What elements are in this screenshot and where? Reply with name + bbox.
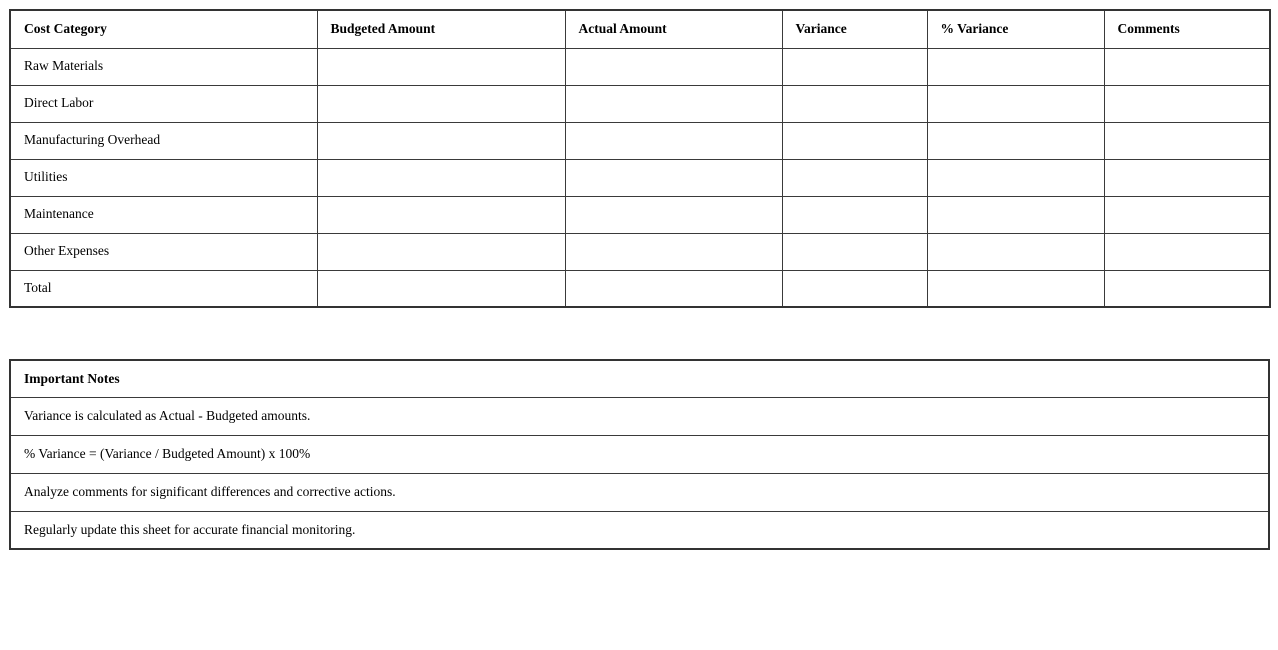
- cell-actual-amount[interactable]: [565, 85, 782, 122]
- cell-variance[interactable]: [782, 122, 927, 159]
- table-row: [10, 85, 1270, 122]
- column-header-pct-variance: % Variance: [927, 10, 1104, 48]
- column-header-cost-category: Cost Category: [10, 10, 317, 48]
- cell-comments[interactable]: [1104, 122, 1270, 159]
- column-header-actual-amount: Actual Amount: [565, 10, 782, 48]
- cell-actual-amount[interactable]: [565, 122, 782, 159]
- cell-variance[interactable]: [782, 196, 927, 233]
- cell-comments[interactable]: [1104, 85, 1270, 122]
- cell-comments[interactable]: [1104, 196, 1270, 233]
- notes-row: [10, 511, 1269, 549]
- cell-budgeted-amount[interactable]: [317, 122, 565, 159]
- important-notes-table: [9, 359, 1270, 550]
- cost-variance-table: [9, 9, 1271, 308]
- cell-budgeted-amount[interactable]: [317, 159, 565, 196]
- cell-variance-total[interactable]: [782, 270, 927, 307]
- important-notes-container: [9, 359, 1270, 550]
- cell-comments[interactable]: [1104, 159, 1270, 196]
- cell-budgeted-amount[interactable]: [317, 233, 565, 270]
- cell-comments[interactable]: [1104, 233, 1270, 270]
- cell-pct-variance[interactable]: [927, 85, 1104, 122]
- cell-variance[interactable]: [782, 48, 927, 85]
- cell-actual-amount[interactable]: [565, 159, 782, 196]
- table-header-row: [10, 10, 1270, 48]
- cell-pct-variance-total[interactable]: [927, 270, 1104, 307]
- cell-actual-amount[interactable]: [565, 196, 782, 233]
- cell-cost-category: Utilities: [10, 159, 317, 196]
- notes-header: [10, 360, 1269, 397]
- column-header-comments: Comments: [1104, 10, 1270, 48]
- table-header: [10, 10, 1270, 48]
- notes-row: [10, 435, 1269, 473]
- notes-header-row: [10, 360, 1269, 397]
- notes-body: [10, 397, 1269, 549]
- cell-cost-category: Raw Materials: [10, 48, 317, 85]
- notes-row: [10, 397, 1269, 435]
- cell-actual-amount[interactable]: [565, 233, 782, 270]
- note-item-variance-formula: Variance is calculated as Actual - Budgeted amounts.: [10, 397, 1269, 435]
- cell-comments-total[interactable]: [1104, 270, 1270, 307]
- cell-variance[interactable]: [782, 233, 927, 270]
- cell-comments[interactable]: [1104, 48, 1270, 85]
- table-row: [10, 122, 1270, 159]
- cell-pct-variance[interactable]: [927, 122, 1104, 159]
- table-row: [10, 196, 1270, 233]
- cell-cost-category: Manufacturing Overhead: [10, 122, 317, 159]
- table-row: [10, 159, 1270, 196]
- cell-budgeted-amount[interactable]: [317, 85, 565, 122]
- column-header-variance: Variance: [782, 10, 927, 48]
- note-item-regular-update: Regularly update this sheet for accurate financial monitoring.: [10, 511, 1269, 549]
- cell-pct-variance[interactable]: [927, 159, 1104, 196]
- cell-actual-amount[interactable]: [565, 48, 782, 85]
- notes-title: Important Notes: [10, 360, 1269, 397]
- column-header-budgeted-amount: Budgeted Amount: [317, 10, 565, 48]
- note-item-analyze-comments: Analyze comments for significant differences and corrective actions.: [10, 473, 1269, 511]
- cell-budgeted-amount[interactable]: [317, 196, 565, 233]
- cell-pct-variance[interactable]: [927, 233, 1104, 270]
- cost-variance-table-container: [9, 9, 1269, 308]
- cell-cost-category-total: Total: [10, 270, 317, 307]
- cell-variance[interactable]: [782, 85, 927, 122]
- cell-actual-amount-total[interactable]: [565, 270, 782, 307]
- table-row: [10, 48, 1270, 85]
- table-row-total: [10, 270, 1270, 307]
- cell-cost-category: Maintenance: [10, 196, 317, 233]
- table-body: [10, 48, 1270, 307]
- cell-cost-category: Other Expenses: [10, 233, 317, 270]
- cell-variance[interactable]: [782, 159, 927, 196]
- cell-budgeted-amount-total[interactable]: [317, 270, 565, 307]
- cell-pct-variance[interactable]: [927, 48, 1104, 85]
- cell-pct-variance[interactable]: [927, 196, 1104, 233]
- table-row: [10, 233, 1270, 270]
- cell-budgeted-amount[interactable]: [317, 48, 565, 85]
- notes-row: [10, 473, 1269, 511]
- note-item-pct-variance-formula: % Variance = (Variance / Budgeted Amount) x 100%: [10, 435, 1269, 473]
- cell-cost-category: Direct Labor: [10, 85, 317, 122]
